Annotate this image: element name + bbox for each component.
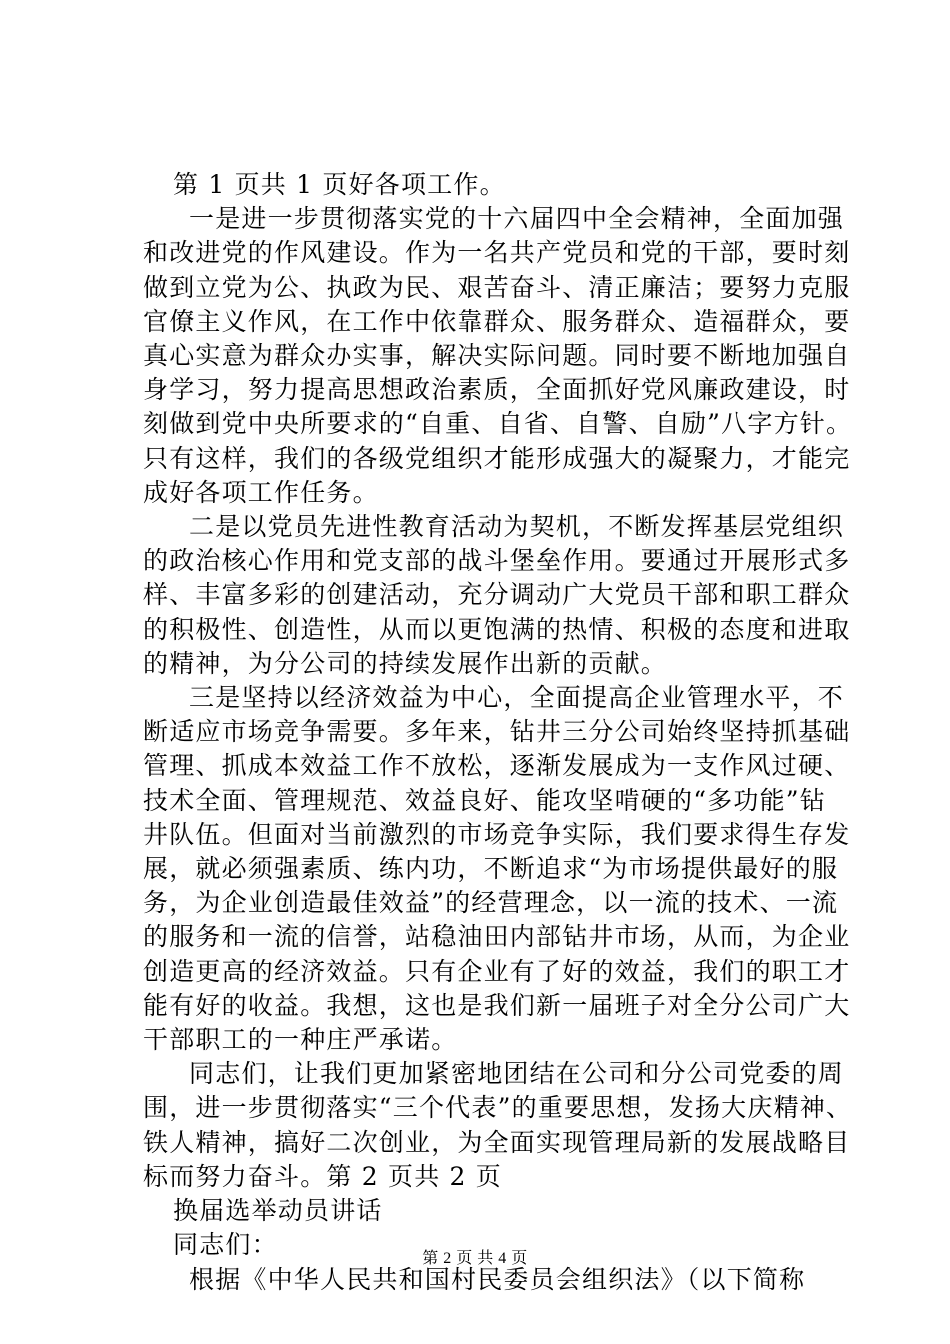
text-line: 一是进一步贯彻落实党的十六届四中全会精神，全面加强 (189, 204, 845, 234)
text-line: 刻做到党中央所要求的“自重、自省、自警、自励”八字方针。 (143, 409, 853, 439)
salutation: 同志们： (173, 1230, 278, 1260)
page-footer: 第 2 页 共 4 页 (422, 1250, 528, 1267)
text-line: 断适应市场竞争需要。多年来，钻井三分公司始终坚持抓基础 (143, 717, 851, 747)
text-line: 二是以党员先进性教育活动为契机，不断发挥基层党组织 (189, 512, 845, 542)
text-line: 展，就必须强素质、练内功，不断追求“为市场提供最好的服 (143, 854, 839, 884)
text-line: 官僚主义作风，在工作中依靠群众、服务群众、造福群众，要 (143, 306, 851, 336)
text-line: 围，进一步贯彻落实“三个代表”的重要思想，发扬大庆精神、 (143, 1093, 853, 1123)
document-body (143, 168, 853, 1297)
text-line: 真心实意为群众办实事，解决实际问题。同时要不断地加强自 (143, 341, 851, 371)
text-line: 井队伍。但面对当前激烈的市场竞争实际，我们要求得生存发 (143, 819, 851, 849)
text-line: 的精神，为分公司的持续发展作出新的贡献。 (143, 648, 668, 678)
text-line: 铁人精神，搞好二次创业，为全面实现管理局新的发展战略目 (143, 1127, 851, 1157)
text-line: 标而努力奋斗。第 2 页共 2 页 (143, 1161, 502, 1191)
text-line: 做到立党为公、执政为民、艰苦奋斗、清正廉洁；要努力克服 (143, 272, 851, 302)
text-line: 成好各项工作任务。 (143, 477, 379, 507)
text-line: 三是坚持以经济效益为中心，全面提高企业管理水平，不 (189, 683, 845, 713)
text-line: 第 1 页共 1 页好各项工作。 (173, 170, 506, 199)
text-line: 的政治核心作用和党支部的战斗堡垒作用。要通过开展形式多 (143, 546, 851, 576)
text-line: 和改进党的作风建设。作为一名共产党员和党的干部，要时刻 (143, 238, 851, 268)
text-line: 务，为企业创造最佳效益”的经营理念，以一流的技术、一流 (143, 888, 839, 918)
text-line: 身学习，努力提高思想政治素质，全面抓好党风廉政建设，时 (143, 375, 851, 405)
text-line: 能有好的收益。我想，这也是我们新一届班子对全分公司广大 (143, 990, 851, 1020)
text-line: 技术全面、管理规范、效益良好、能攻坚啃硬的“多功能”钻 (143, 785, 826, 815)
text-line: 根据《中华人民共和国村民委员会组织法》（以下简称 (189, 1264, 806, 1294)
text-line: 创造更高的经济效益。只有企业有了好的效益，我们的职工才 (143, 956, 851, 986)
text-line: 同志们，让我们更加紧密地团结在公司和分公司党委的周 (189, 1059, 845, 1089)
text-line: 干部职工的一种庄严承诺。 (143, 1025, 458, 1055)
text-line: 的服务和一流的信誉，站稳油田内部钻井市场，从而，为企业 (143, 922, 851, 952)
text-line: 管理、抓成本效益工作不放松，逐渐发展成为一支作风过硬、 (143, 751, 851, 781)
text-line: 的积极性、创造性，从而以更饱满的热情、积极的态度和进取 (143, 614, 851, 644)
section-title: 换届选举动员讲话 (173, 1196, 383, 1226)
text-line: 样、丰富多彩的创建活动，充分调动广大党员干部和职工群众 (143, 580, 851, 610)
text-line: 只有这样，我们的各级党组织才能形成强大的凝聚力，才能完 (143, 443, 851, 473)
